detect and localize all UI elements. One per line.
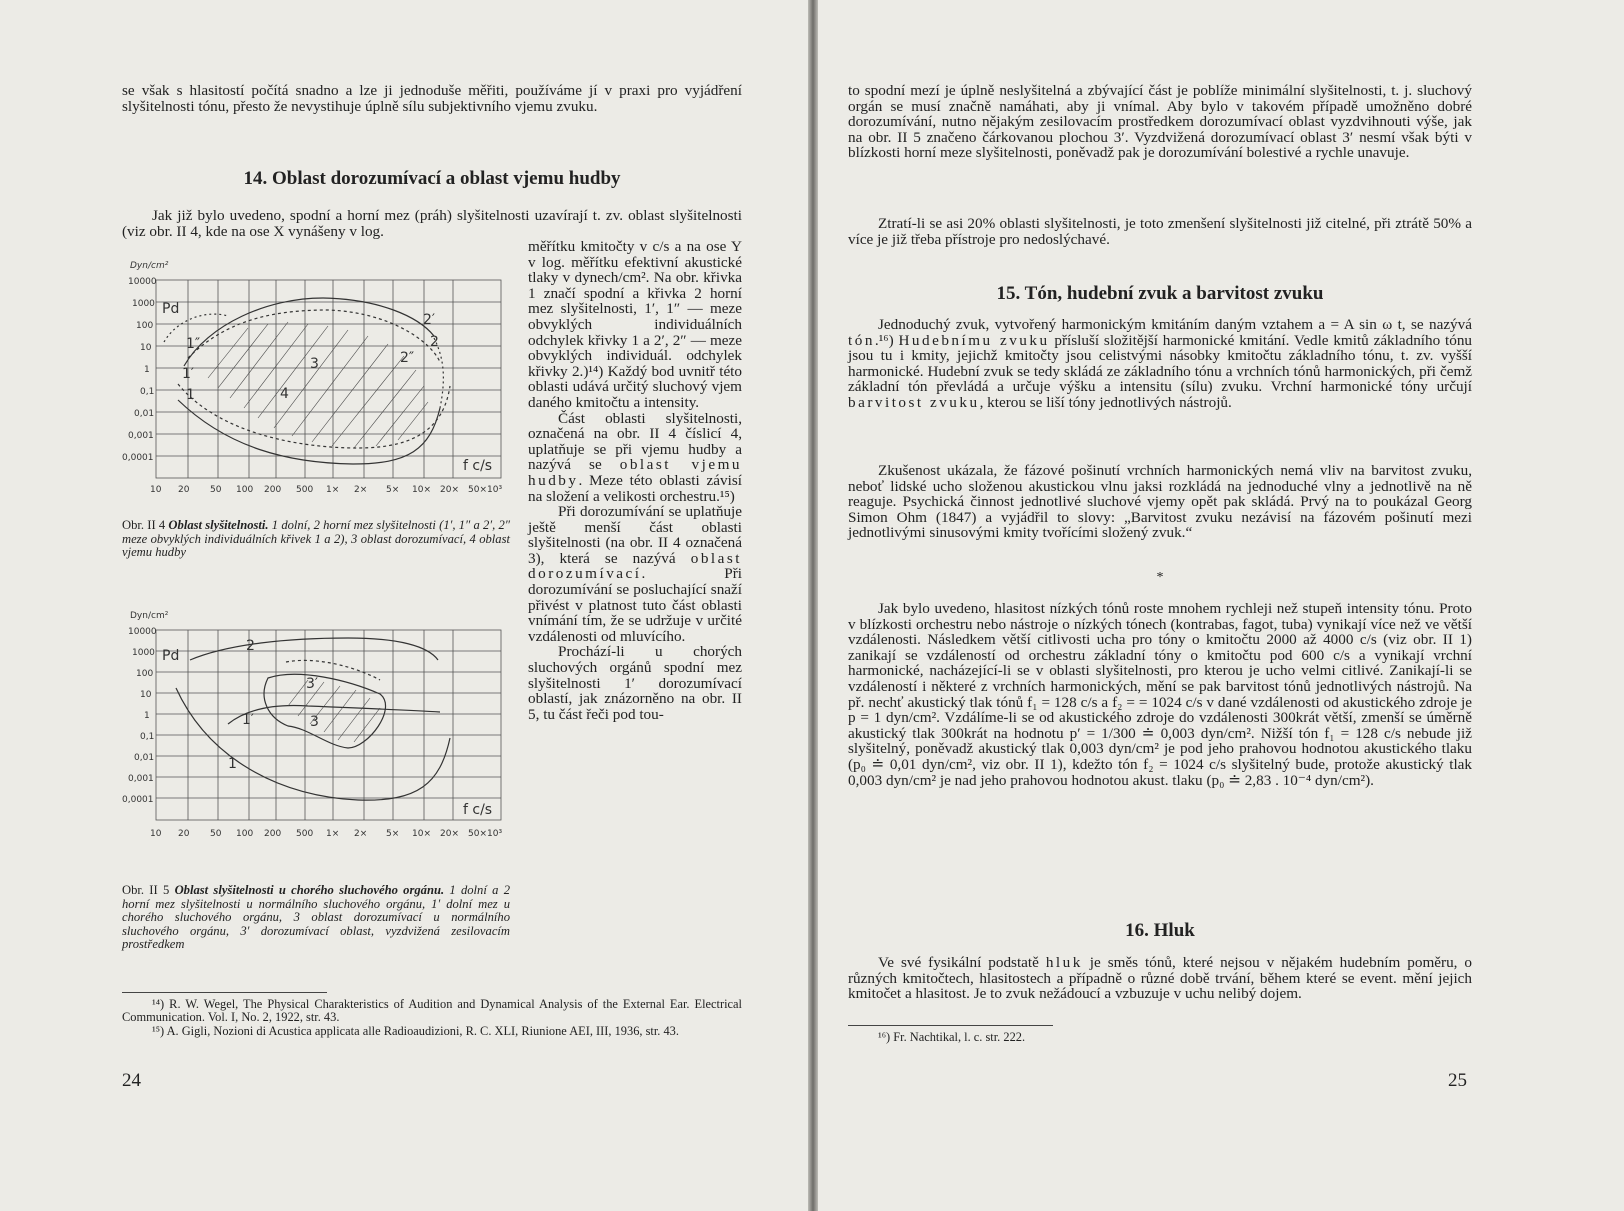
svg-text:20×: 20× (440, 829, 459, 839)
term-timbre: barvitost zvuku (848, 393, 980, 411)
svg-text:20: 20 (178, 829, 190, 839)
term-speech-area: oblast dorozumívací (528, 549, 742, 583)
svg-text:0,1: 0,1 (140, 387, 155, 397)
fig4-label-3: 3 (310, 356, 319, 372)
s15-paragraph-2: Zkušenost ukázala, že fázové pošinutí vrchních harmonických nemá vliv na barvitost zvuku, neboť lidské ucho složenou akustickou vlnu jaksi rozkládá na jednoduché vlny a jednotlivě na ně reaguje. Psychická činnost jednotlivé sluchové vjemy opět pak skládá. Prvý na to poukázal Georg Simon Ohm (1847) a vyjádřil to slovy: „Barvitost zvuku nezávisí na fázovém pošinutí mezi jednotlivými sinusovými kmity tvořícími složený zvuk.“ (848, 462, 1472, 542)
svg-text:10×: 10× (412, 485, 431, 495)
hearing-loss-paragraph: Ztratí-li se asi 20% oblasti slyšitelnosti, je toto zmenšení slyšitelnosti již citelné, při ztrátě 50% a více je již třeba přístroje pro nedoslýchavé. (848, 215, 1472, 248)
section-15-title: 15. Tón, hudební zvuk a barvitost zvuku (996, 283, 1324, 304)
svg-text:500: 500 (296, 485, 314, 495)
svg-text:200: 200 (264, 829, 282, 839)
fig5-label-3-prime: 3′ (306, 676, 319, 692)
fig4-label-2: 2 (430, 334, 439, 350)
fig4-label-1-prime: 1′ (182, 366, 195, 382)
svg-text:100: 100 (236, 829, 254, 839)
fig4-lower-deviation-curve (178, 384, 450, 448)
svg-text:0,001: 0,001 (128, 774, 154, 784)
fig4-x-ticks (150, 485, 502, 495)
figure-5-caption: Obr. II 5 Oblast slyšitelnosti u chorého sluchového orgánu. 1 dolní a 2 horní mez slyšitelnosti u normálního sluchového orgánu, 1′ dolní mez u chorého sluchového orgánu, 3 oblast dorozumívací u normálního sluchového orgánu, 3′ dorozumívací oblast, vyzdvižená zesilovacím prostředkem (122, 883, 510, 951)
fig4-lower-threshold-curve (178, 400, 440, 464)
svg-text:10000: 10000 (128, 277, 157, 287)
svg-text:10×: 10× (412, 829, 431, 839)
svg-text:10: 10 (150, 485, 162, 495)
fig4-label-2-double-prime: 2″ (400, 350, 415, 366)
fig5-impaired-threshold-curve (228, 706, 440, 724)
fig5-label-1: 1 (228, 756, 237, 772)
s14-p2-a: Část oblasti slyšitelnosti, označená na obr. II 4 číslicí 4, uplatňuje se při vjemu hudby a nazývá se (528, 409, 742, 474)
s14-paragraph-1-full: Jak již bylo uvedeno, spodní a horní mez (práh) slyšitelnosti uzavírají t. zv. oblast slyšitelnosti (viz obr. II 4, kde na ose X vynášeny v log. (122, 207, 742, 240)
fig5-x-ticks (150, 829, 502, 839)
svg-text:2×: 2× (354, 485, 368, 495)
s14-paragraph-2 (528, 411, 742, 505)
footnote-rule-left (122, 992, 327, 993)
right-page (818, 0, 1624, 1211)
fig5-label-2: 2 (246, 638, 255, 654)
footnote-14: ¹⁴) R. W. Wegel, The Physical Charakteristics of Audition and Dynamical Analysis of the External Ear. Electrical Communication. Vol. I, No. 2, 1922, str. 43. (122, 997, 742, 1024)
fig5-y-unit: Dyn/cm² (130, 611, 169, 621)
section-14-title: 14. Oblast dorozumívací a oblast vjemu hudby (243, 168, 621, 189)
section-separator-star: * (1156, 570, 1164, 585)
term-tone: tón (848, 331, 875, 349)
fig5-speech-area-outline (264, 674, 385, 748)
fig4-freq-label: f c/s (463, 458, 493, 474)
s14-p3-a: Při dorozumívání se uplatňuje ještě menší část oblasti slyšitelnosti (na obr. II 4 označená 3), která se nazývá (528, 503, 742, 567)
svg-text:20: 20 (178, 485, 190, 495)
svg-text:10000: 10000 (128, 627, 157, 637)
svg-text:100: 100 (136, 321, 154, 331)
svg-text:2×: 2× (354, 829, 368, 839)
svg-text:200: 200 (264, 485, 282, 495)
fig5-label-1-prime: 1′ (242, 712, 255, 728)
fig5-grid (156, 630, 501, 820)
svg-text:10: 10 (150, 829, 162, 839)
term-noise: hluk (1045, 954, 1083, 971)
s14-column-text (528, 239, 742, 722)
s14-paragraph-4: Prochází-li u chorých sluchových orgánů spodní mez slyšitelnosti 1′ dorozumívací oblastí, jak znázorněno na obr. II 5, tu část řeči pod tou- (528, 643, 742, 723)
book-gutter (808, 0, 818, 1211)
svg-text:1: 1 (144, 365, 150, 375)
s15-paragraph-1: Jednoduchý zvuk, vytvořený harmonickým kmitáním daným vztahem a = A sin ω t, se nazývá tón.¹⁶) Hudebnímu zvuku přísluší složitější harmonické kmitání. Vedle kmitů základního tónu jsou tu i kmity, jejichž kmitočty jsou celistvými násobky kmitočtu základního tónu, t. zv. vyšší harmonické. Hudební zvuk se tedy skládá ze základního tónu a vrchních tónů harmonických, při čemž základní tón převládá a určuje výšku a intensitu (sílu) zvuku. Vrchní harmonické tóny určují barvitost zvuku, kterou se liší tóny jednotlivých nástrojů. (848, 316, 1473, 411)
fig4-label-1: 1 (186, 387, 195, 403)
svg-text:500: 500 (296, 829, 314, 839)
fig4-label-1-double-prime: 1″ (186, 336, 201, 352)
footnote-15: ¹⁵) A. Gigli, Nozioni di Acustica applicata alle Radioaudizioni, R. C. XLI, Riunione AEI, III, 1936, str. 43. (152, 1024, 679, 1038)
fig4-label-2-prime: 2′ (423, 312, 436, 328)
fig5-y-ticks (122, 627, 157, 805)
footnote-rule-right (848, 1025, 1053, 1026)
footnote-16: ¹⁶) Fr. Nachtikal, l. c. str. 222. (878, 1030, 1026, 1044)
figure-4-caption: Obr. II 4 Oblast slyšitelnosti. 1 dolní, 2 horní mez slyšitelnosti (1′, 1″ a 2′, 2″ meze obvyklých individuálních křivek 1 a 2), 3 oblast dorozumívací, 4 oblast vjemu hudby (122, 518, 511, 559)
right-continuation-paragraph: to spodní mezí je úplně neslyšitelná a zbývající část je poblíže minimální slyšitelnosti, t. j. sluchový orgán se musí značně namáhati, aby ji vnímal. Aby bylo v takovém případě umožněno dobré dorozumívání, nutno nějakým zesilovacím prostředkem dorozumívací oblast vyzdvihnouti výše, jak na obr. II 5 značeno čárkovanou plochou 3′. Vyzdvižená dorozumívací oblast 3′ nesmí však býti v blízkosti horní meze slyšitelnosti, poněvadž pak je dorozumívání bolestivé a rychle unavuje. (848, 82, 1472, 162)
svg-text:100: 100 (236, 485, 254, 495)
s14-paragraph-3 (528, 504, 742, 644)
s15-paragraph-3: Jak bylo uvedeno, hlasitost nízkých tónů roste mnohem rychleji než stupeň intensity tónu. Proto v blízkosti orchestru nebo nástroje o nízkých tónech (kontrabas, fagot, tuba) vynikají více než ve větší vzdálenosti. Následkem větší citlivosti ucha pro tóny o kmitočtu 2000 až 4000 c/s (viz obr. II 1) zanikají se vzdáleností od orchestru základní tóny o kmitočtu pod 600 c/s a vynikají vrchní harmonické, nacházející-li se v oblasti slyšitelnosti, pro kterou je ucho velmi citlivé. Zanikají-li se vzdáleností i některé z vrchních harmonických, mění se pak barvitost tónů jednotlivých nástrojů. Na př. nechť akustický tlak tónů f₁ = 128 c/s a f₂ = = 1024 c/s v dané vzdálenosti od akustického zdroje je p = 1 dyn/cm². Vzdálíme-li se od akustického zdroje do vzdálenosti 300krát větší, zmenší se úměrně akustický tlak 300krát na hodnotu p′ = 1/300 ≐ 0,003 dyn/cm². Nižší tón f₁ = 128 c/s nebude již slyšitelný, poněvadž akustický tlak 0,003 dyn/cm² je pod jeho prahovou hodnotou akustického tlaku (p₀ ≐ 0,01 dyn/cm², viz obr. II 1), kdežto tón f₂ = 1024 c/s slyšitelný bude, protože akustický tlak 0,003 dyn/cm² je nad jeho prahovou hodnotou akust. tlaku (p₀ ≐ 2,83 . 10⁻⁴ dyn/cm²). (848, 600, 1472, 789)
svg-text:0,01: 0,01 (134, 753, 155, 763)
fig5-freq-label: f c/s (463, 802, 493, 818)
svg-text:10: 10 (140, 690, 152, 700)
svg-text:50: 50 (210, 829, 222, 839)
svg-text:0,001: 0,001 (128, 431, 154, 441)
fig5-upper-threshold-curve (190, 638, 438, 660)
svg-text:50: 50 (210, 485, 222, 495)
s14-paragraph-1-column: měřítku kmitočty v c/s a na ose Y v log. měřítku efektivní akustické tlaky v dynech/cm². Na obr. křivka 1 značí spodní a křivka 2 horní mez slyšitelnosti, 1′, 1″ — meze obvyklých individuálních odchylek křivky 1 a 2′, 2″ — meze obvyklých individuál. odchylek křivky 2.)¹⁴) Každý bod uvnitř této oblasti udává určitý sluchový vjem daného kmitočtu a intensity. (528, 238, 742, 411)
fig4-hatched-region (208, 322, 428, 448)
svg-text:10: 10 (140, 343, 152, 353)
svg-text:100: 100 (136, 669, 154, 679)
svg-text:1: 1 (144, 711, 150, 721)
svg-text:0,0001: 0,0001 (122, 795, 154, 805)
term-musical-sound: Hudebnímu zvuku (898, 331, 1050, 349)
svg-text:1×: 1× (326, 829, 340, 839)
page-number-left: 24 (122, 1070, 141, 1091)
svg-text:50×10³: 50×10³ (468, 485, 503, 495)
fig5-label-3: 3 (310, 714, 319, 730)
svg-text:1×: 1× (326, 485, 340, 495)
left-page (0, 0, 808, 1211)
figure-5-impaired-hearing (118, 608, 518, 848)
s16-paragraph-1: Ve své fysikální podstatě hluk je směs tónů, které nejsou v nějakém hudebním poměru, o různých kmitočtech, hlasitostech a případně o různé době trvání, během které se event. mění jejich kmitočet a hlasitost. Je to zvuk nežádoucí a vzbuzuje v uchu nelibý dojem. (848, 954, 1473, 1003)
fig4-label-4: 4 (280, 386, 289, 402)
svg-text:0,01: 0,01 (134, 409, 155, 419)
page-number-right: 25 (1448, 1070, 1467, 1091)
s14-p2-b: . Meze této oblasti závisí na složení a velikosti orchestru.¹⁵) (528, 471, 742, 505)
svg-text:1000: 1000 (132, 299, 155, 309)
fig4-y-ticks (122, 277, 157, 463)
svg-text:1000: 1000 (132, 648, 155, 658)
fig4-corner-label: Pd (162, 301, 180, 317)
fig5-corner-label: Pd (162, 648, 180, 664)
intro-paragraph: se však s hlasitostí počítá snadno a lze ji jednoduše měřiti, používáme jí v praxi pro vyjádření slyšitelnosti tónu, přesto že nevystihuje úplně sílu subjektivního vjemu zvuku. (122, 82, 742, 115)
svg-text:20×: 20× (440, 485, 459, 495)
section-16-title: 16. Hluk (1125, 920, 1195, 941)
svg-text:0,0001: 0,0001 (122, 453, 154, 463)
fig4-y-unit: Dyn/cm² (130, 261, 169, 271)
svg-text:0,1: 0,1 (140, 732, 155, 742)
svg-text:5×: 5× (386, 485, 400, 495)
svg-text:50×10³: 50×10³ (468, 829, 503, 839)
figure-4-audibility-area (118, 258, 518, 508)
s14-p3-b: . Při dorozumívání se posluchající snaží přivést v platnost tuto část oblasti vnímání tím, že se udržuje v určité vzdálenosti od mluvícího. (528, 565, 742, 645)
term-music-area: oblast vjemu hudby (528, 456, 742, 489)
fig5-hatched-region (288, 680, 380, 742)
fig5-lower-threshold-curve (176, 688, 450, 800)
svg-text:5×: 5× (386, 829, 400, 839)
